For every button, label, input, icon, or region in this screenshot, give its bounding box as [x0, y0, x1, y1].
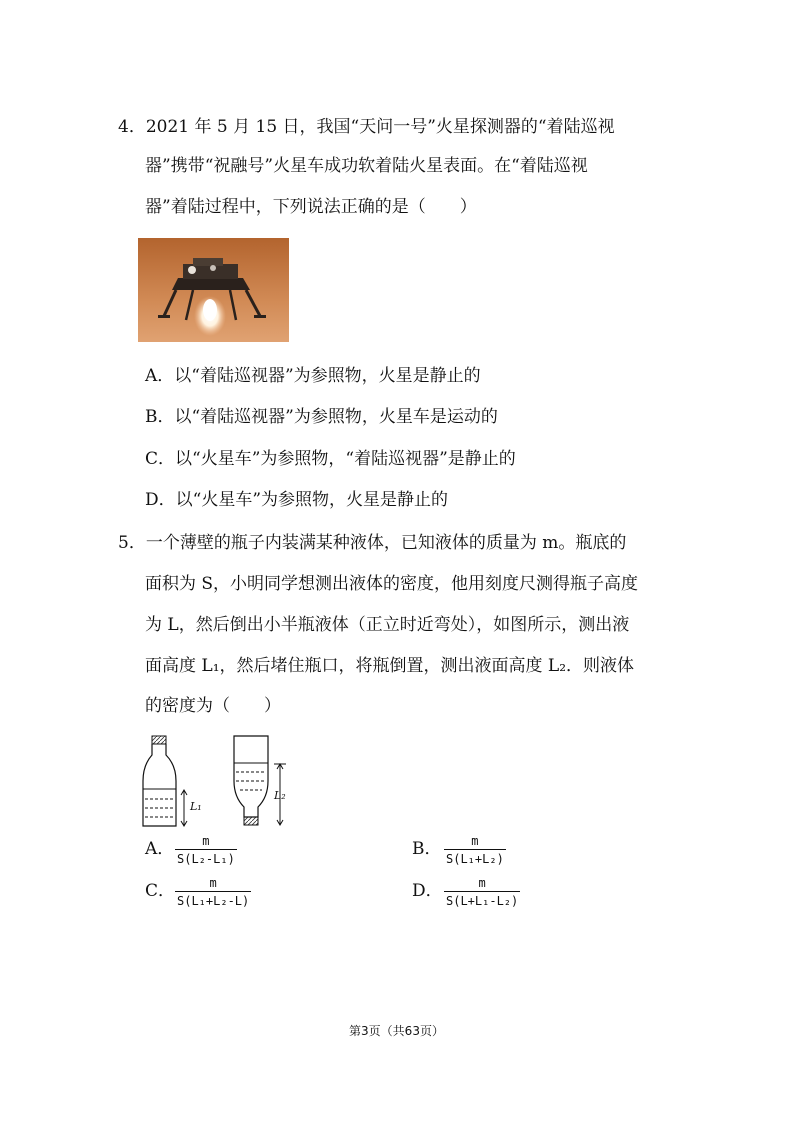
q5-option-b-fraction	[444, 834, 506, 866]
q5-option-b-numerator: m	[471, 834, 479, 848]
q5-stem-line-4: 面高度 L₁，然后堵住瓶口，将瓶倒置，测出液面高度 L₂．则液体	[145, 656, 635, 676]
q5-option-c-denominator: S(L₁+L₂-L)	[177, 894, 250, 908]
q5-option-a-denominator: S(L₂-L₁)	[177, 852, 235, 866]
q5-option-d-fraction	[444, 876, 520, 908]
q5-option-a-numerator: m	[202, 834, 210, 848]
mars-lander-photo	[138, 238, 289, 342]
label-l1: L₁	[190, 800, 202, 813]
q5-stem-line-2: 面积为 S，小明同学想测出液体的密度，他用刻度尺测得瓶子高度	[145, 574, 639, 594]
q5-option-b-denominator: S(L₁+L₂)	[446, 852, 504, 866]
q4-option-a: A．以“着陆巡视器”为参照物，火星是静止的	[145, 366, 481, 386]
q4-option-b: B．以“着陆巡视器”为参照物，火星车是运动的	[145, 407, 498, 427]
q5-stem-line-5: 的密度为（ ）	[145, 696, 281, 716]
q5-option-d-denominator: S(L+L₁-L₂)	[446, 894, 519, 908]
q5-option-a-label: A．	[145, 839, 175, 859]
label-l2: L₂	[274, 789, 286, 802]
q5-stem-line-1: 5．一个薄壁的瓶子内装满某种液体，已知液体的质量为 m。瓶底的	[118, 533, 627, 553]
q5-option-d-numerator: m	[478, 876, 486, 890]
q5-option-c-numerator: m	[209, 876, 217, 890]
q4-option-d: D．以“火星车”为参照物，火星是静止的	[145, 490, 449, 510]
page-footer: 第3页（共63页）	[349, 1024, 444, 1038]
q5-stem-line-3: 为 L，然后倒出小半瓶液体（正立时近弯处），如图所示，测出液	[145, 615, 630, 635]
q4-stem-line-3: 器”着陆过程中，下列说法正确的是（ ）	[145, 197, 477, 217]
q4-stem-line-1: 4．2021 年 5 月 15 日，我国“天问一号”火星探测器的“着陆巡视	[118, 117, 615, 137]
q5-option-d-label: D．	[412, 881, 443, 901]
q5-option-a-fraction	[175, 834, 237, 866]
q4-option-c: C．以“火星车”为参照物，“着陆巡视器”是静止的	[145, 449, 516, 469]
q5-option-b-label: B．	[412, 839, 442, 859]
q4-stem-line-2: 器”携带“祝融号”火星车成功软着陆火星表面。在“着陆巡视	[145, 156, 588, 176]
q5-option-c-label: C．	[145, 881, 176, 901]
q5-option-c-fraction	[175, 876, 251, 908]
bottle-diagram	[140, 733, 310, 829]
